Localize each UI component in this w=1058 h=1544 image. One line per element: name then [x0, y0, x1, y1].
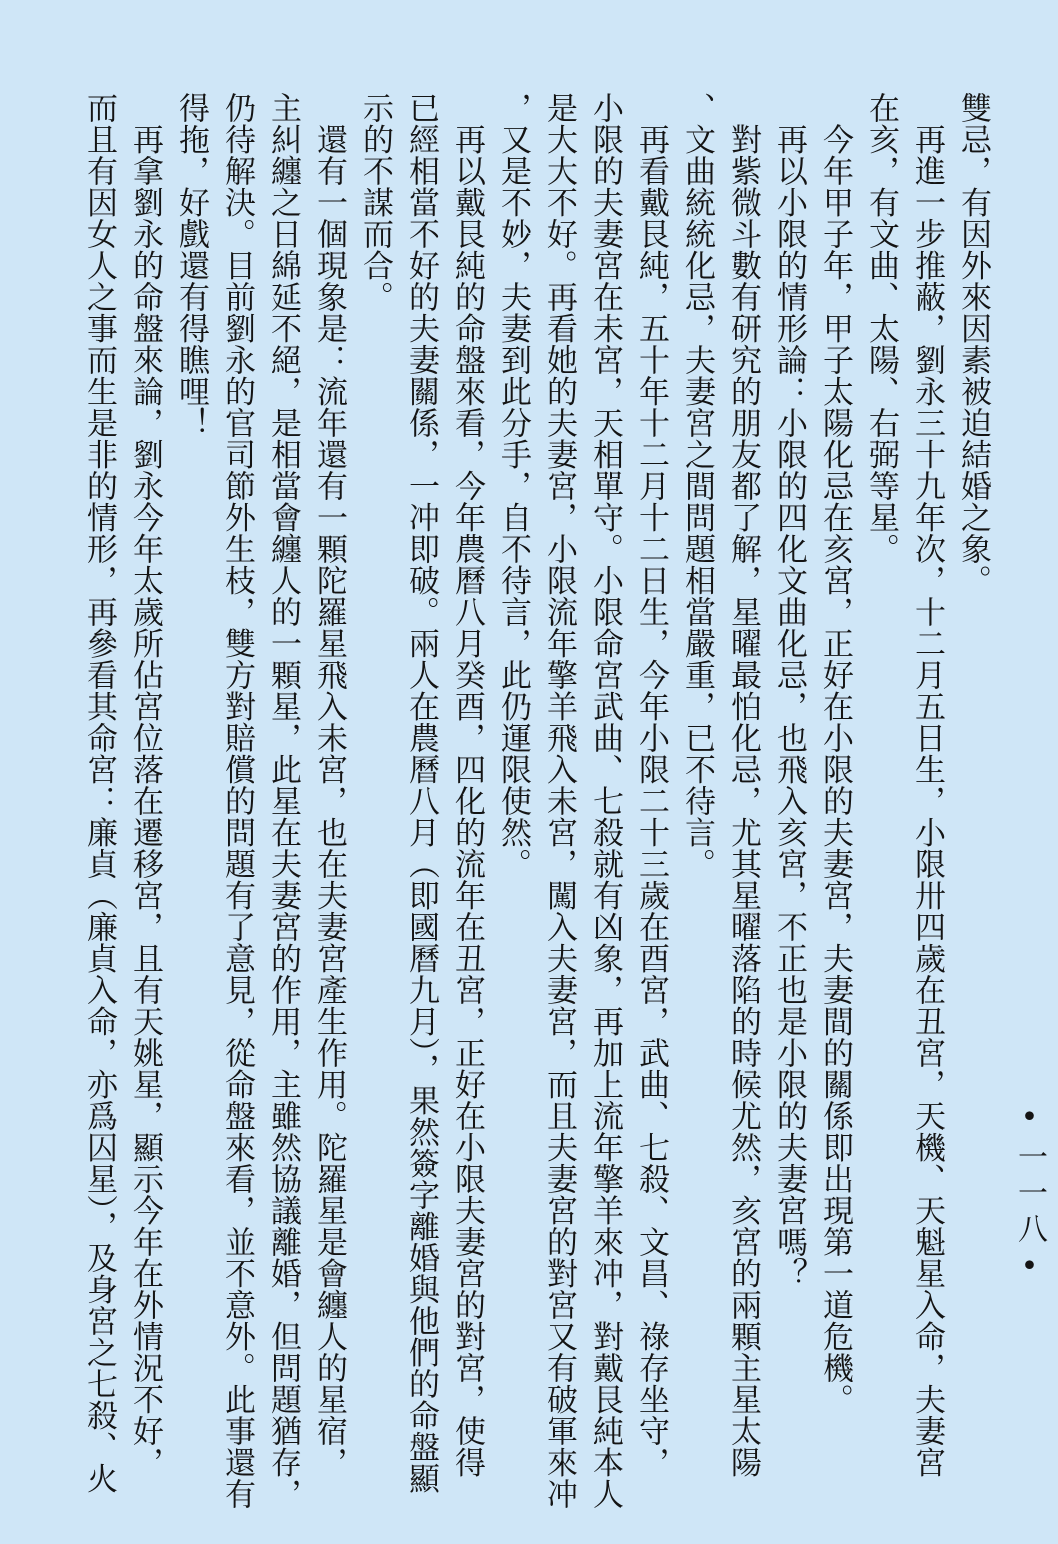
text-column-15: 還有一個現象是：流年還有一顆陀羅星飛入未宮，也在夫妻宮產生作用。陀羅星是會纏人的星宿，: [311, 92, 347, 1478]
text-column-20: 而且有因女人之事而生是非的情形，再參看其命宮：廉貞（廉貞入命，亦爲囚星），及身宮之七殺、火: [81, 92, 117, 1494]
text-column-6: 對紫微斗數有研究的朋友都了解，星曜最怕化忌，尤其星曜落陷的時候尤然，亥宮的兩顆主星太陽: [725, 92, 761, 1478]
text-column-16: 主糾纏之日綿延不絕，是相當會纏人的一顆星，此星在夫妻宮的作用，主雖然協議離婚，但問題猶存，: [265, 92, 301, 1510]
text-column-5: 再以小限的情形論：小限的四化文曲化忌，也飛入亥宮，不正也是小限的夫妻宮嗎？: [771, 92, 807, 1289]
page-number: •一一八•: [1012, 1100, 1047, 1290]
text-column-1: 雙忌，有因外來因素被迫結婚之象。: [955, 92, 991, 596]
text-column-11: ，又是不妙，夫妻到此分手，自不待言，此仍運限使然。: [495, 92, 531, 880]
text-column-2: 再進一步推蔽，劉永三十九年次，十二月五日生，小限卅四歲在丑宮，天機、天魁星入命，夫妻宮: [909, 92, 945, 1478]
text-column-10: 是大大不好。再看她的夫妻宮，小限流年擎羊飛入未宮，闖入夫妻宮，而且夫妻宮的對宮又有破軍來冲: [541, 92, 577, 1510]
text-column-18: 得拖，好戲還有得瞧哩！: [173, 92, 209, 439]
text-column-14: 示的不謀而合。: [357, 92, 393, 313]
text-column-13: 已經相當不好的夫妻關係，一冲即破。兩人在農曆八月（即國曆九月），果然簽字離婚與他們的命盤顯: [403, 92, 439, 1494]
text-column-9: 小限的夫妻宮在未宮，天相單守。小限命宮武曲、七殺就有凶象，再加上流年擎羊來冲，對戴艮純本人: [587, 92, 623, 1510]
text-column-7: 、文曲統統化忌，夫妻宮之間問題相當嚴重，已不待言。: [679, 92, 715, 880]
text-column-19: 再拿劉永的命盤來論，劉永今年太歲所佔宮位落在遷移宮，且有天姚星，顯示今年在外情況不好，: [127, 92, 163, 1478]
text-column-4: 今年甲子年，甲子太陽化忌在亥宮，正好在小限的夫妻宮，夫妻間的關係即出現第一道危機。: [817, 92, 853, 1415]
text-column-17: 仍待解決。目前劉永的官司節外生枝，雙方對賠償的問題有了意見，從命盤來看，並不意外。此事還有: [219, 92, 255, 1510]
text-column-8: 再看戴艮純，五十年十二月十二日生，今年小限二十三歲在酉宮，武曲、七殺、文昌、祿存坐守，: [633, 92, 669, 1478]
text-column-3: 在亥，有文曲、太陽、右弼等星。: [863, 92, 899, 565]
text-column-12: 再以戴艮純的命盤來看，今年農曆八月癸酉，四化的流年在丑宮，正好在小限夫妻宮的對宮，使得: [449, 92, 485, 1478]
